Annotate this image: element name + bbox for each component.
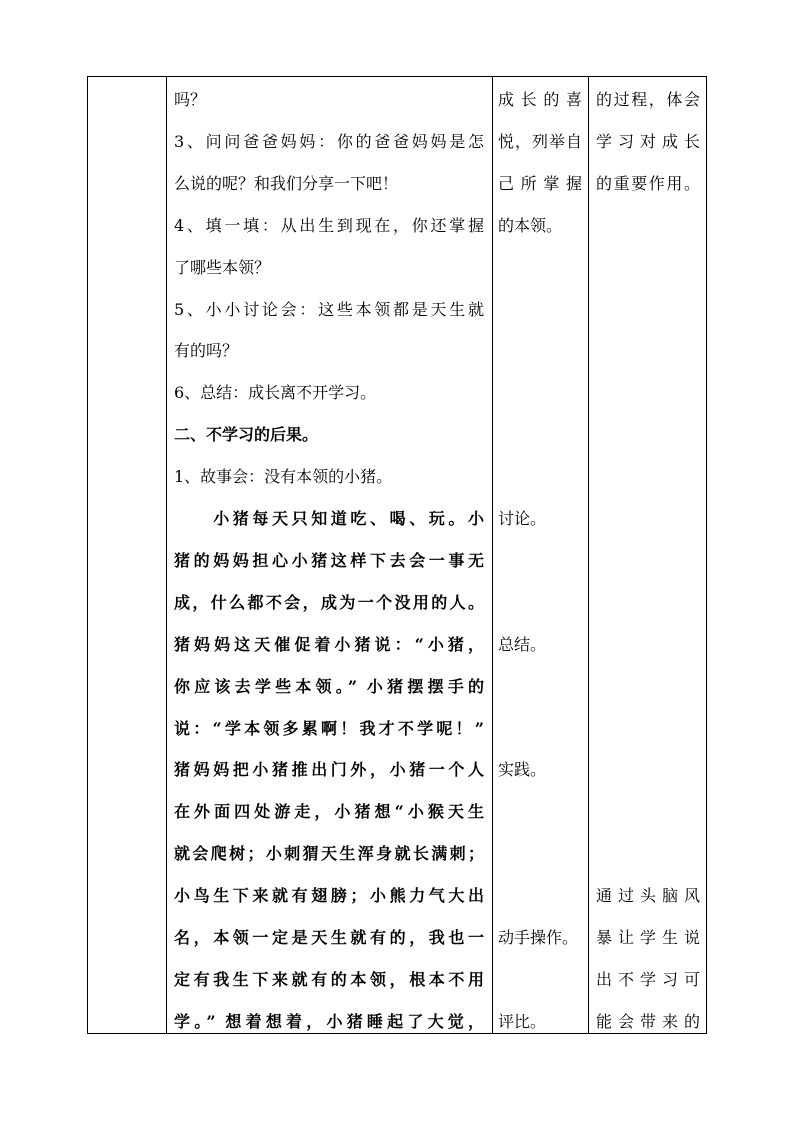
- content-line: 学。” 想着想着，小猪睡起了大觉，: [174, 1011, 484, 1031]
- column-teaching-content: [174, 77, 484, 1033]
- activity-line: 评比。: [498, 1011, 547, 1031]
- column-stage: [88, 77, 166, 1033]
- intent-line: 暴让学生说: [596, 928, 700, 947]
- content-line: 5、小小讨论会：这些本领都是天生就: [174, 299, 484, 319]
- intent-line: 的重要作用。: [596, 173, 700, 193]
- content-line: 6、总结：成长离不开学习。: [174, 383, 377, 403]
- content-line: 1、故事会：没有本领的小猪。: [174, 467, 393, 487]
- content-line: 了哪些本领？: [174, 257, 271, 277]
- column-divider: [588, 77, 589, 1033]
- content-line: 小鸟生下来就有翅膀；小熊力气大出: [174, 886, 484, 906]
- activity-line: 悦，列举自: [498, 131, 582, 151]
- column-student-activity: [498, 77, 582, 1033]
- content-line: 么说的呢？和我们分享一下吧！: [174, 173, 399, 193]
- activity-line: 实践。: [498, 760, 547, 780]
- lesson-plan-table: [87, 76, 707, 1034]
- content-line: 小猪每天只知道吃、喝、玩。小: [174, 509, 484, 528]
- activity-line: 动手操作。: [498, 928, 579, 947]
- content-line: 有的吗？: [174, 341, 239, 361]
- content-line: 成，什么都不会，成为一个没用的人。: [174, 592, 484, 612]
- column-design-intent: [596, 77, 700, 1033]
- intent-line: 的过程，体会: [596, 90, 700, 109]
- column-divider: [492, 77, 493, 1033]
- intent-line: 通过头脑风: [596, 886, 700, 906]
- activity-line: 成长的喜: [498, 90, 582, 109]
- content-line: 吗？: [174, 90, 207, 109]
- column-divider: [166, 77, 167, 1033]
- intent-line: 出不学习可: [596, 969, 700, 989]
- content-line: 3、问问爸爸妈妈：你的爸爸妈妈是怎: [174, 131, 484, 151]
- activity-line: 讨论。: [498, 509, 547, 528]
- content-line: 猪妈妈这天催促着小猪说：“小猪，: [174, 634, 484, 654]
- content-line: 说：“学本领多累啊！我才不学呢！”: [174, 718, 484, 738]
- content-line: 就会爬树；小刺猬天生浑身就长满刺；: [174, 844, 484, 864]
- content-line: 你应该去学些本领。” 小猪摆摆手的: [174, 676, 484, 696]
- content-line: 猪妈妈把小猪推出门外，小猪一个人: [174, 760, 484, 780]
- activity-line: 总结。: [498, 634, 547, 654]
- intent-line: 能会带来的: [596, 1011, 700, 1031]
- activity-line: 己所掌握: [498, 173, 582, 193]
- intent-line: 学习对成长: [596, 131, 700, 151]
- content-line: 名，本领一定是天生就有的，我也一: [174, 928, 484, 947]
- content-line: 在外面四处游走，小猪想“小猴天生: [174, 802, 484, 822]
- content-line: 猪的妈妈担心小猪这样下去会一事无: [174, 550, 484, 570]
- content-line: 4、填一填：从出生到现在，你还掌握: [174, 215, 484, 235]
- content-line: 定有我生下来就有的本领，根本不用: [174, 969, 484, 989]
- activity-line: 的本领。: [498, 215, 563, 235]
- content-line: 二、不学习的后果。: [174, 425, 319, 445]
